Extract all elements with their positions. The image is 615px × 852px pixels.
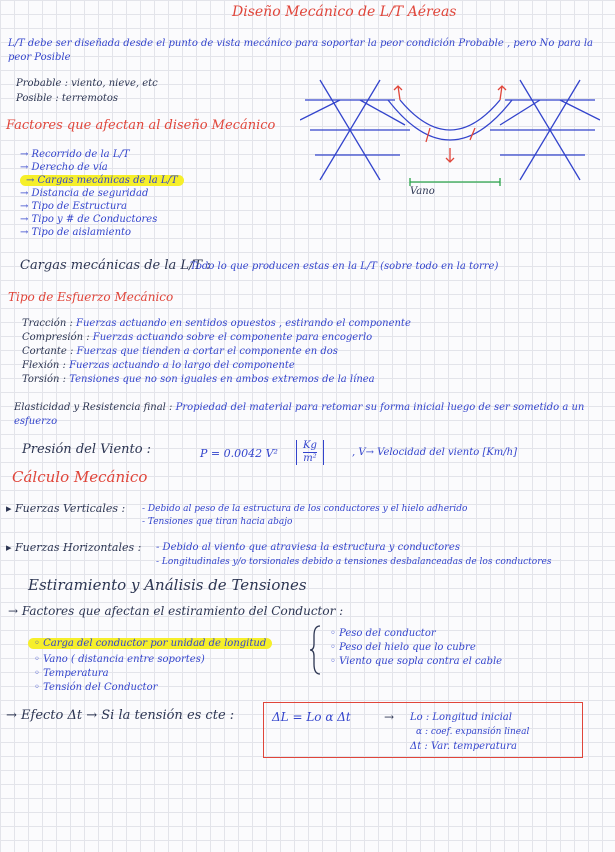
formula-def: Lo : Longitud inicial [410, 712, 512, 723]
viento-units: Kg m² [296, 440, 324, 465]
esfuerzo-heading: Tipo de Esfuerzo Mecánico [8, 290, 174, 304]
factores-list [20, 148, 184, 239]
elasticidad-line: Elasticidad y Resistencia final : Propiedad del material para retomar su forma inicial luego de ser sometido a un [14, 402, 585, 413]
esfuerzo-item: Compresión : Fuerzas actuando sobre el componente para encogerlo [22, 332, 373, 343]
factores-item: → Tipo de aislamiento [20, 227, 132, 238]
cargas-label: Cargas mecánicas de la L/T : [20, 258, 211, 273]
expansion-formula: ΔL = Lo α Δt [272, 710, 351, 724]
factores-item-highlighted: → Cargas mecánicas de la L/T [20, 174, 184, 187]
factores-item: → Derecho de vía [20, 162, 108, 173]
estiramiento-left-item: ◦ Tensión del Conductor [34, 682, 158, 693]
viento-label: Presión del Viento : [22, 442, 152, 457]
estiramiento-right-item: ◦ Peso del hielo que lo cubre [330, 642, 476, 653]
posible-line: Posible : terremotos [16, 93, 119, 104]
factores-item: → Tipo de Estructura [20, 201, 127, 212]
formula-arrow: → [384, 710, 395, 724]
estiramiento-left-item: ◦ Temperatura [34, 668, 109, 679]
esfuerzo-item: Torsión : Tensiones que no son iguales en ambos extremos de la línea [22, 374, 375, 385]
elasticidad-line-2: esfuerzo [14, 416, 58, 427]
calculo-heading: Cálculo Mecánico [12, 468, 148, 486]
viento-note: , V→ Velocidad del viento [Km/h] [352, 447, 518, 458]
estiramiento-left-item: ◦ Vano ( distancia entre soportes) [34, 654, 205, 665]
viento-formula: P = 0.0042 V² [200, 447, 278, 460]
fuerzas-verticales-2: - Tensiones que tiran hacia abajo [142, 517, 293, 527]
estiramiento-heading: Estiramiento y Análisis de Tensiones [28, 576, 307, 594]
brace-icon [308, 624, 324, 676]
esfuerzo-item: Tracción : Fuerzas actuando en sentidos opuestos , estirando el componente [22, 318, 411, 329]
estiramiento-left-item-highlighted: ◦ Carga del conductor por unidad de longitud [28, 638, 272, 649]
span-label: Vano [410, 186, 435, 197]
formula-def: Δt : Var. temperatura [410, 741, 517, 752]
fuerzas-horizontales-2: - Longitudinales y/o torsionales debido a tensiones desbalanceadas de los conductores [156, 557, 552, 567]
factores-item: → Distancia de seguridad [20, 188, 149, 199]
tower-diagram [300, 70, 600, 210]
intro-line-2: peor Posible [8, 52, 71, 63]
estiramiento-right-item: ◦ Viento que sopla contra el cable [330, 656, 503, 667]
esfuerzo-item: Cortante : Fuerzas que tienden a cortar el componente en dos [22, 346, 338, 357]
probable-line: Probable : viento, nieve, etc [16, 78, 158, 89]
page-title: Diseño Mecánico de L/T Aéreas [232, 4, 457, 20]
esfuerzo-item: Flexión : Fuerzas actuando a lo largo del componente [22, 360, 295, 371]
formula-def: α : coef. expansión lineal [416, 727, 530, 737]
fuerzas-verticales-label: ▸ Fuerzas Verticales : [6, 502, 126, 515]
factores-item: → Tipo y # de Conductores [20, 214, 158, 225]
fuerzas-horizontales-1: - Debido al viento que atraviesa la estructura y conductores [156, 542, 460, 553]
fuerzas-horizontales-label: ▸ Fuerzas Horizontales : [6, 541, 142, 554]
factores-heading: Factores que afectan al diseño Mecánico [6, 118, 276, 133]
intro-line-1: L/T debe ser diseñada desde el punto de vista mecánico para soportar la peor condición Probable , pero No para la [8, 38, 594, 49]
efecto-label: → Efecto Δt → Si la tensión es cte : [6, 708, 235, 723]
estiramiento-factores-label: → Factores que afectan el estiramiento del Conductor : [8, 604, 344, 618]
factores-item: → Recorrido de la L/T [20, 149, 130, 160]
estiramiento-right-item: ◦ Peso del conductor [330, 628, 436, 639]
cargas-text: Todo lo que producen estas en la L/T (sobre todo en la torre) [190, 261, 499, 272]
fuerzas-verticales-1: - Debido al peso de la estructura de los conductores y el hielo adherido [142, 504, 468, 514]
